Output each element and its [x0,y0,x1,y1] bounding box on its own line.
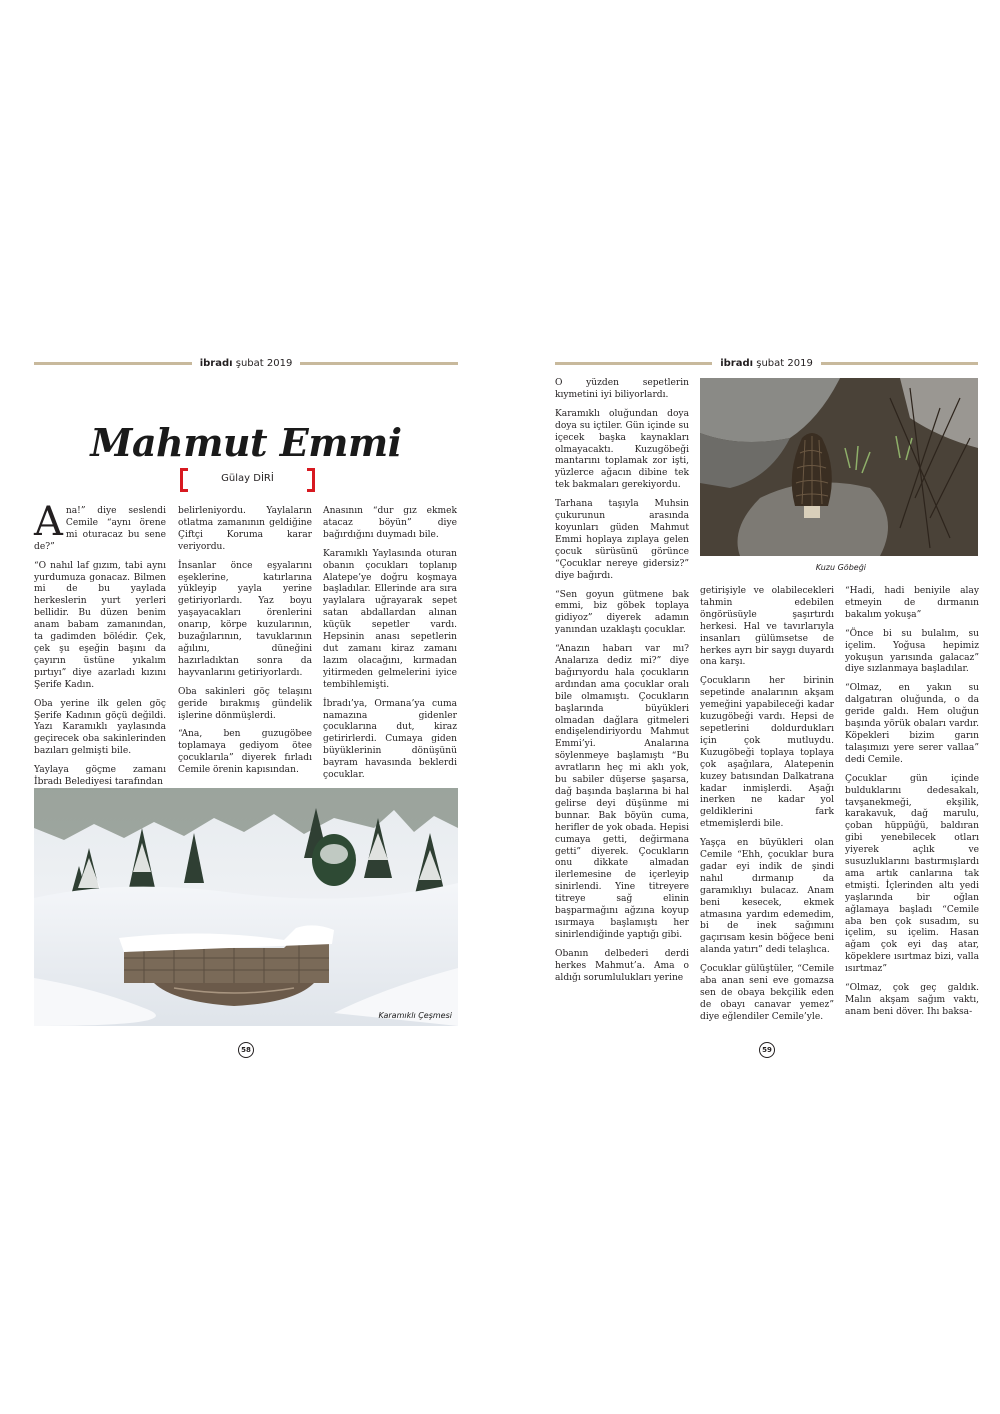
paragraph: Çocukların her birinin sepetinde analarının akşam yemeğini yapabileceği kadar kuzugöbeği vardı. Hepsi de sepetlerini doldurdukları için çok mutluydu. Kuzugöbeği toplaya toplaya çok aşağılara, Alatepenin kuzey batısından Dalkatrana kadar inmişlerdi. Aşağı inerken ne kadar yol geldiklerini fark etmemişlerdi bile. [700,676,834,830]
author-name: Gülay DİRİ [221,473,274,484]
paragraph: Tarhana taşıyla Muhsin çukurunun arasında koyunları güden Mahmut Emmi hoplaya zıplaya gelen çocuk sürüsünü görünce “Çocuklar nereye gidersiz?” diye bağırdı. [555,499,689,581]
paragraph: “Hadi, hadi beniyile alay etmeyin de dırmanın bakalım yokuşa” [845,586,979,620]
paragraph: Oba yerine ilk gelen göç Şerife Kadının göçü değildi. Yazı Karamıklı yaylasında geçirecek oba sakinlerinden bazıları gelmişti bile. [34,698,166,757]
paragraph: Obanın delbederi derdi herkes Mahmut’a. Ama o aldığı sorumlulukları yerine [555,948,689,983]
paragraph: “Olmaz, en yakın su dalgatıran oluğunda, o da geride galdı. Hem oluğun başında yörük obaları vardır. Köpekleri bizim garın talaşımızı yere serer vallaa” dedi Cemile. [845,683,979,765]
right-column-1 [555,378,689,992]
paragraph: Anasının “dur gız ekmek atacaz böyün” diye bağırdığını duymadı bile. [323,506,457,540]
left-column-3 [323,506,457,789]
paragraph: O yüzden sepetlerin kıymetini iyi biliyorlardı. [555,378,689,400]
right-column-2 [700,586,834,1031]
fountain-photo [34,788,458,1026]
header-rule [555,362,712,365]
paragraph: “O nahıl laf gızım, tabi aynı yurdumuza gonacaz. Bilmen mi de bu yaylada herkeslerin yurt yerleri bellidir. Bu düzen benim anam babam zamanından, ta gadimden bölédir. Çek, çek şu eşeğin başını da çayırın üstüne yıkalım pırtıyı” diye azarladı kızını Şerife Kadın. [34,560,166,690]
issue-date: şubat 2019 [235,357,293,369]
header-label [712,358,821,369]
left-column-1 [34,499,166,796]
paragraph: “Ana, ben guzugöbee toplamaya gediyom ötee çocuklarıla” diyerek fırladı Cemile örenin kapısından. [178,729,312,776]
left-page-header [34,356,458,370]
paragraph: Karamıklı Yaylasında oturan obanın çocukları toplanıp Alatepe’ye doğru koşmaya başladılar. Ellerinde ara sıra yaylalara uğrayarak sepet satan abdallardan alınan küçük sepetler vardı. Hepsinin anası sepetlerin dut zamanı kiraz zamanı lazım olacağını, kırmadan yitirmeden gelmelerini iyice tembihlemişti. [323,548,457,690]
paragraph: Çocuklar gün içinde bulduklarını dedesakalı, tavşanekmeği, ekşilik, karakavuk, dağ marulu, çoban hüppüğü, baldıran gibi yenebilecek otları yiyerek açlık ve susuzluklarını bastırmışlardı ama artık canlarına tak etmişti. İçlerinden altı yedi yaşlarında bir oğlan ağlamaya başladı “Cemile aba ben çok susadım, su içelim, su içelim. Hasan ağam çok eyi daş atar, köpeklere ısırtmaz bizi, valla ısırtmaz” [845,773,979,975]
paragraph: İbradı’ya, Ormana’ya cuma namazına gidenler çocuklarına dut, kiraz getirirlerdi. Cumaya giden büyüklerinin dönüşünü bayram havasında beklerdi çocuklar. [323,698,457,781]
issue-date: şubat 2019 [756,357,813,369]
header-rule [34,362,192,365]
magazine-name: ibradı [199,357,233,369]
paragraph: “Sen goyun gütmene bak emmi, biz göbek toplaya gidiyoz” diyerek adamın yanından uzaklaştı çocuklar. [555,589,689,636]
paragraph: Yaylaya göçme zamanı İbradı Belediyesi tarafından [34,765,166,788]
paragraph: Oba sakinleri göç telaşını geride bırakmış gündelik işlerine dönmüşlerdi. [178,686,312,721]
page-number-left: 58 [238,1042,254,1058]
paragraph: “Anazın habarı var mı? Analarıza dediz mi?” diye bağırıyordu hala çocukların ardından ama çocuklar oralı bile olmamıştı. Çocukların başlarında büyükleri olmadan dağlara gitmeleri endişelendiriyordu Mahmut Emmi’yi. Analarına söylenmeye başlamıştı “Bu avratların heç mi aklı yok, bu sabiler düşerse şaşarsa, dağ başında başlarına bi hal gelirse deyi düşünme mi bunnar. Bak böyün cuma, herifler de yok obada. Hepisi cumaya getti, değirmana getti” diyerek. Çocukların onu dikkate almadan ilerlemesine de içerleyip sinirlendi. Yine titreyere titreye sağ elinin başparmağını ağzına koyup ısırmaya başlamıştı her sinirlendiğinde yaptığı gibi. [555,644,689,940]
header-rule [821,362,978,365]
header-rule [300,362,458,365]
right-bracket-icon [307,468,315,492]
morel-photo [700,378,978,578]
header-label [192,358,301,369]
article-title: Mahmut Emmi [90,420,402,465]
paragraph: Çocuklar gülüştüler, “Cemile aba anan seni eve gomazsa sen de obaya bekçilik eden de obayı canavar yemez” diye eğlendiler Cemile’yle. [700,964,834,1022]
photo-caption: Kuzu Göbeği [815,563,866,572]
page-number-right: 59 [759,1042,775,1058]
paragraph: “Olmaz, çok geç galdık. Malın akşam sağım vaktı, anam beni döver. Ihı baksa- [845,983,979,1017]
snowy-fountain-illustration [34,788,458,1026]
paragraph: İnsanlar önce eşyalarını eşeklerine, katırlarına yükleyip yayla yerine getiriyorlardı. Yaz boyu yaşayacakları örenlerini onarıp, körpe kuzularının, buzağılarının, tavuklarının ağılını, düneğini hazırladıktan sonra da hayvanlarını getiriyorlardı. [178,560,312,678]
right-page-header [555,356,978,370]
paragraph: getirişiyle ve olabilecekleri tahmin edebilen öngörüsüyle şaşırtırdı herkesi. Hal ve tavırlarıyla insanları gülümsetse de herkes ayrı bir saygı duyardı ona karşı. [700,586,834,668]
paragraph: Karamıklı oluğundan doya doya su içtiler. Gün içinde su içecek başka kaynakları olmayacaktı. Kuzugöbeği mantarını toplamak zor işti, yüzlerce ağacın dibine tek tek bakmaları gerekiyordu. [555,408,689,491]
paragraph: “Önce bi su bulalım, su içelim. Yoğusa hepimiz yokuşun yarısında galacaz” diye sızlanmaya başladılar. [845,628,979,675]
right-column-3 [845,586,979,1026]
morel-mushroom-illustration [700,378,978,556]
photo-caption: Karamıklı Çeşmesi [378,1011,452,1020]
magazine-name: ibradı [720,357,754,369]
paragraph: Yaşça en büyükleri olan Cemile “Ehh, çocuklar bura gadar eyi indik de şindi nahıl dırmanıp da garamıklıyı bulacaz. Anam beni kesecek, ekmek atmasına yardım edemedim, bi de inek sağımını gaçırısam kesin böğece beni alanda yatırı” dedi telaşlıca. [700,838,834,956]
paragraph: Ana!” diye seslendi Cemile “aynı örene mi oturacaz bu sene de?” [34,499,166,552]
byline [180,468,315,492]
paragraph: belirleniyordu. Yaylaların otlatma zamanının geldiğine Çiftçi Koruma karar veriyordu. [178,506,312,552]
left-column-2 [178,506,312,784]
